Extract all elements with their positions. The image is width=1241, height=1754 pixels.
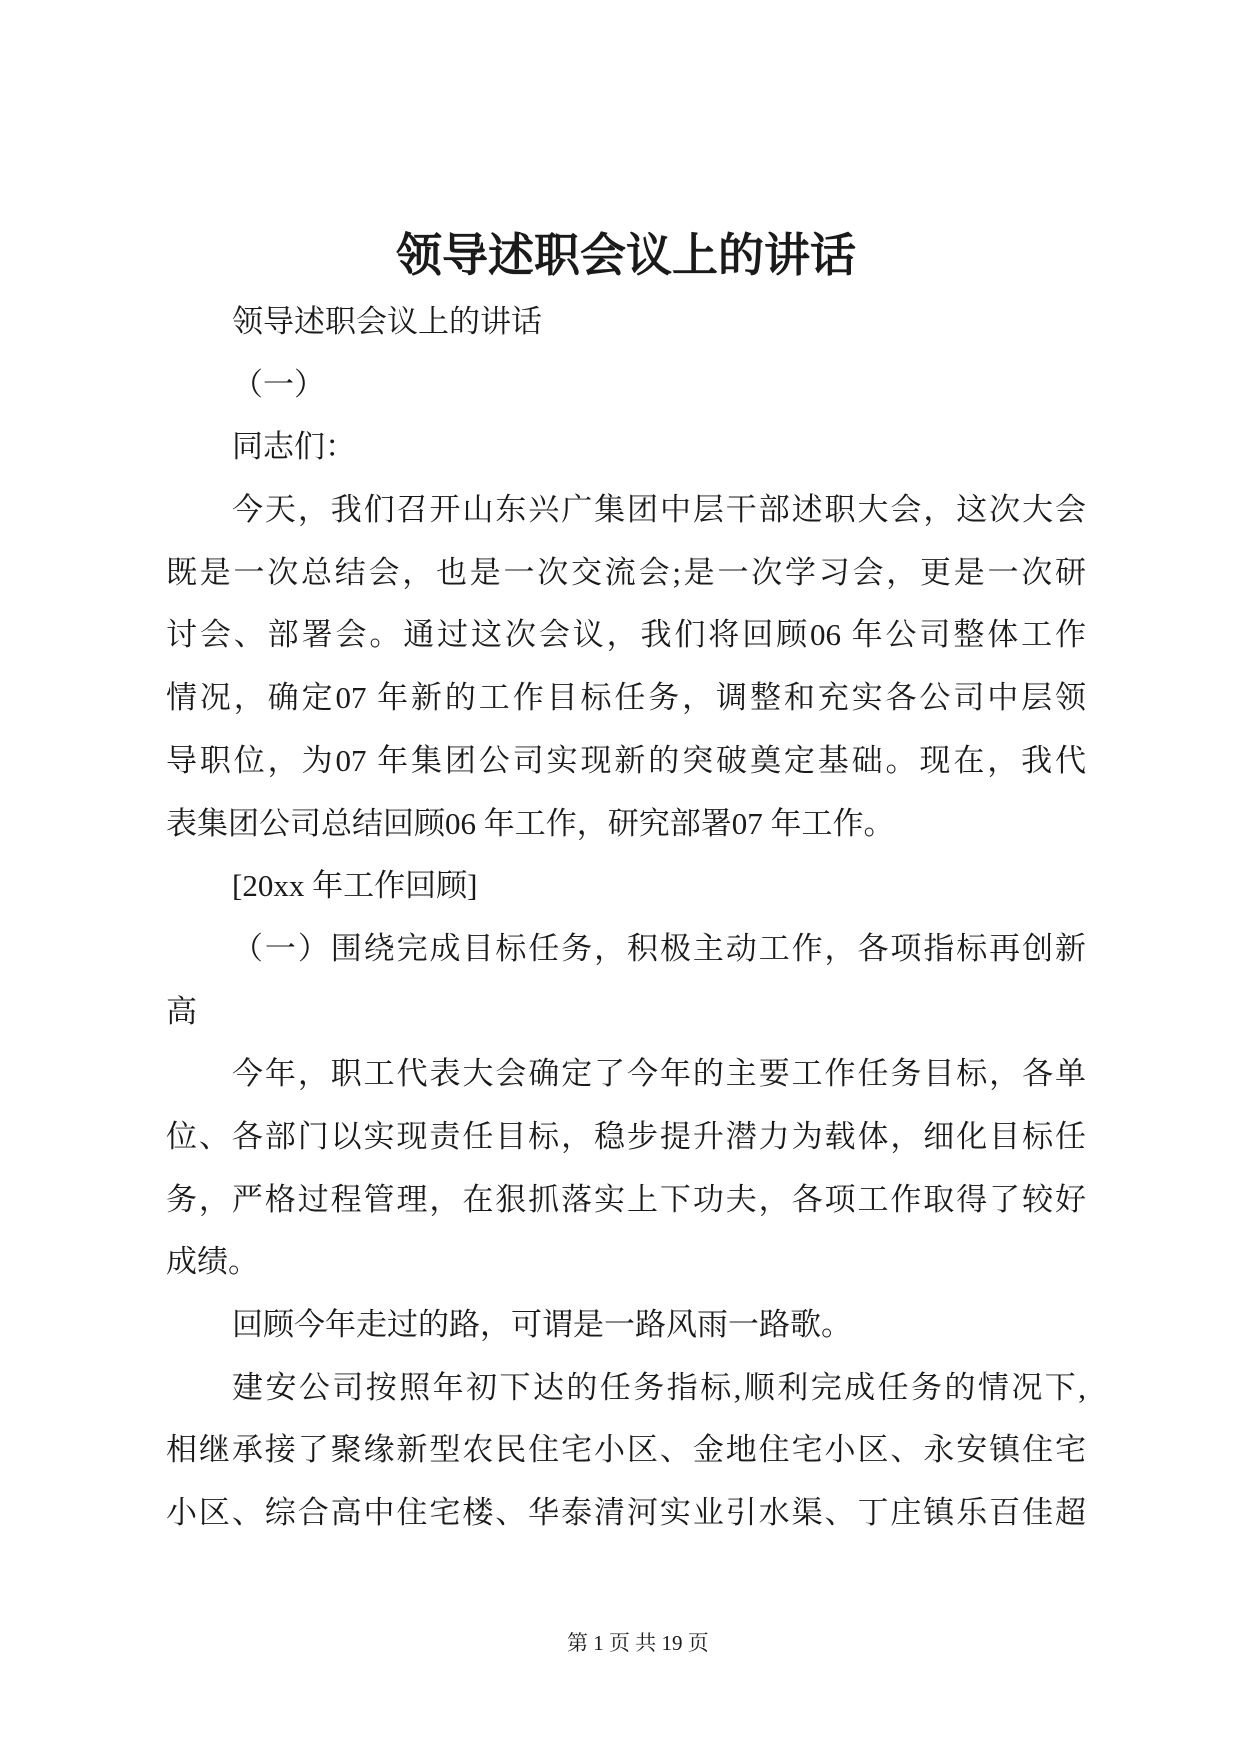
paragraph-section-number <box>166 354 1086 417</box>
paragraph-body <box>166 1043 1086 1294</box>
text-line: [20xx 年工作回顾] <box>232 868 478 904</box>
text-line: 今年，职工代表大会确定了今年的主要工作任务目标，各单 <box>232 1056 1086 1092</box>
text-line: 表集团公司总结回顾06 年工作，研究部署07 年工作。 <box>166 805 895 841</box>
text-line: 建安公司按照年初下达的任务指标,顺利完成任务的情况下, <box>232 1369 1086 1405</box>
document-body <box>166 291 1086 1545</box>
text-line: 同志们： <box>232 429 356 465</box>
text-line: 回顾今年走过的路，可谓是一路风雨一路歌。 <box>232 1307 852 1342</box>
document-title: 领导述职会议上的讲话 <box>396 230 856 281</box>
paragraph-subheading <box>166 918 1086 1043</box>
text-line: 导职位，为07 年集团公司实现新的突破奠定基础。现在，我代 <box>166 742 1086 778</box>
text-line: 务，严格过程管理，在狠抓落实上下功夫，各项工作取得了较好 <box>166 1181 1086 1217</box>
text-line: （一） <box>232 366 325 402</box>
page-footer: 第 1 页 共 19 页 <box>567 1631 709 1655</box>
paragraph-body <box>166 1357 1086 1545</box>
text-line: 相继承接了聚缘新型农民住宅小区、金地住宅小区、永安镇住宅 <box>166 1432 1086 1468</box>
text-line: 小区、综合高中住宅楼、华泰清河实业引水渠、丁庄镇乐百佳超 <box>166 1495 1086 1531</box>
text-line: 今天，我们召开山东兴广集团中层干部述职大会，这次大会 <box>232 492 1086 528</box>
paragraph-subtitle <box>166 291 1086 354</box>
text-line: 情况，确定07 年新的工作目标任务，调整和充实各公司中层领 <box>166 680 1086 716</box>
text-line: 高 <box>166 993 197 1029</box>
text-line: 位、各部门以实现责任目标，稳步提升潜力为载体，细化目标任 <box>166 1118 1086 1154</box>
paragraph-salutation <box>166 416 1086 479</box>
text-line: 成绩。 <box>166 1244 259 1280</box>
paragraph-opening <box>166 479 1086 855</box>
text-line: 领导述职会议上的讲话 <box>232 304 542 339</box>
text-line: 讨会、部署会。通过这次会议，我们将回顾06 年公司整体工作 <box>166 617 1086 653</box>
text-line: （一）围绕完成目标任务，积极主动工作，各项指标再创新 <box>232 930 1086 966</box>
paragraph-body <box>166 1294 1086 1357</box>
text-line: 既是一次总结会，也是一次交流会;是一次学习会，更是一次研 <box>166 554 1086 590</box>
paragraph-section-heading <box>166 855 1086 918</box>
